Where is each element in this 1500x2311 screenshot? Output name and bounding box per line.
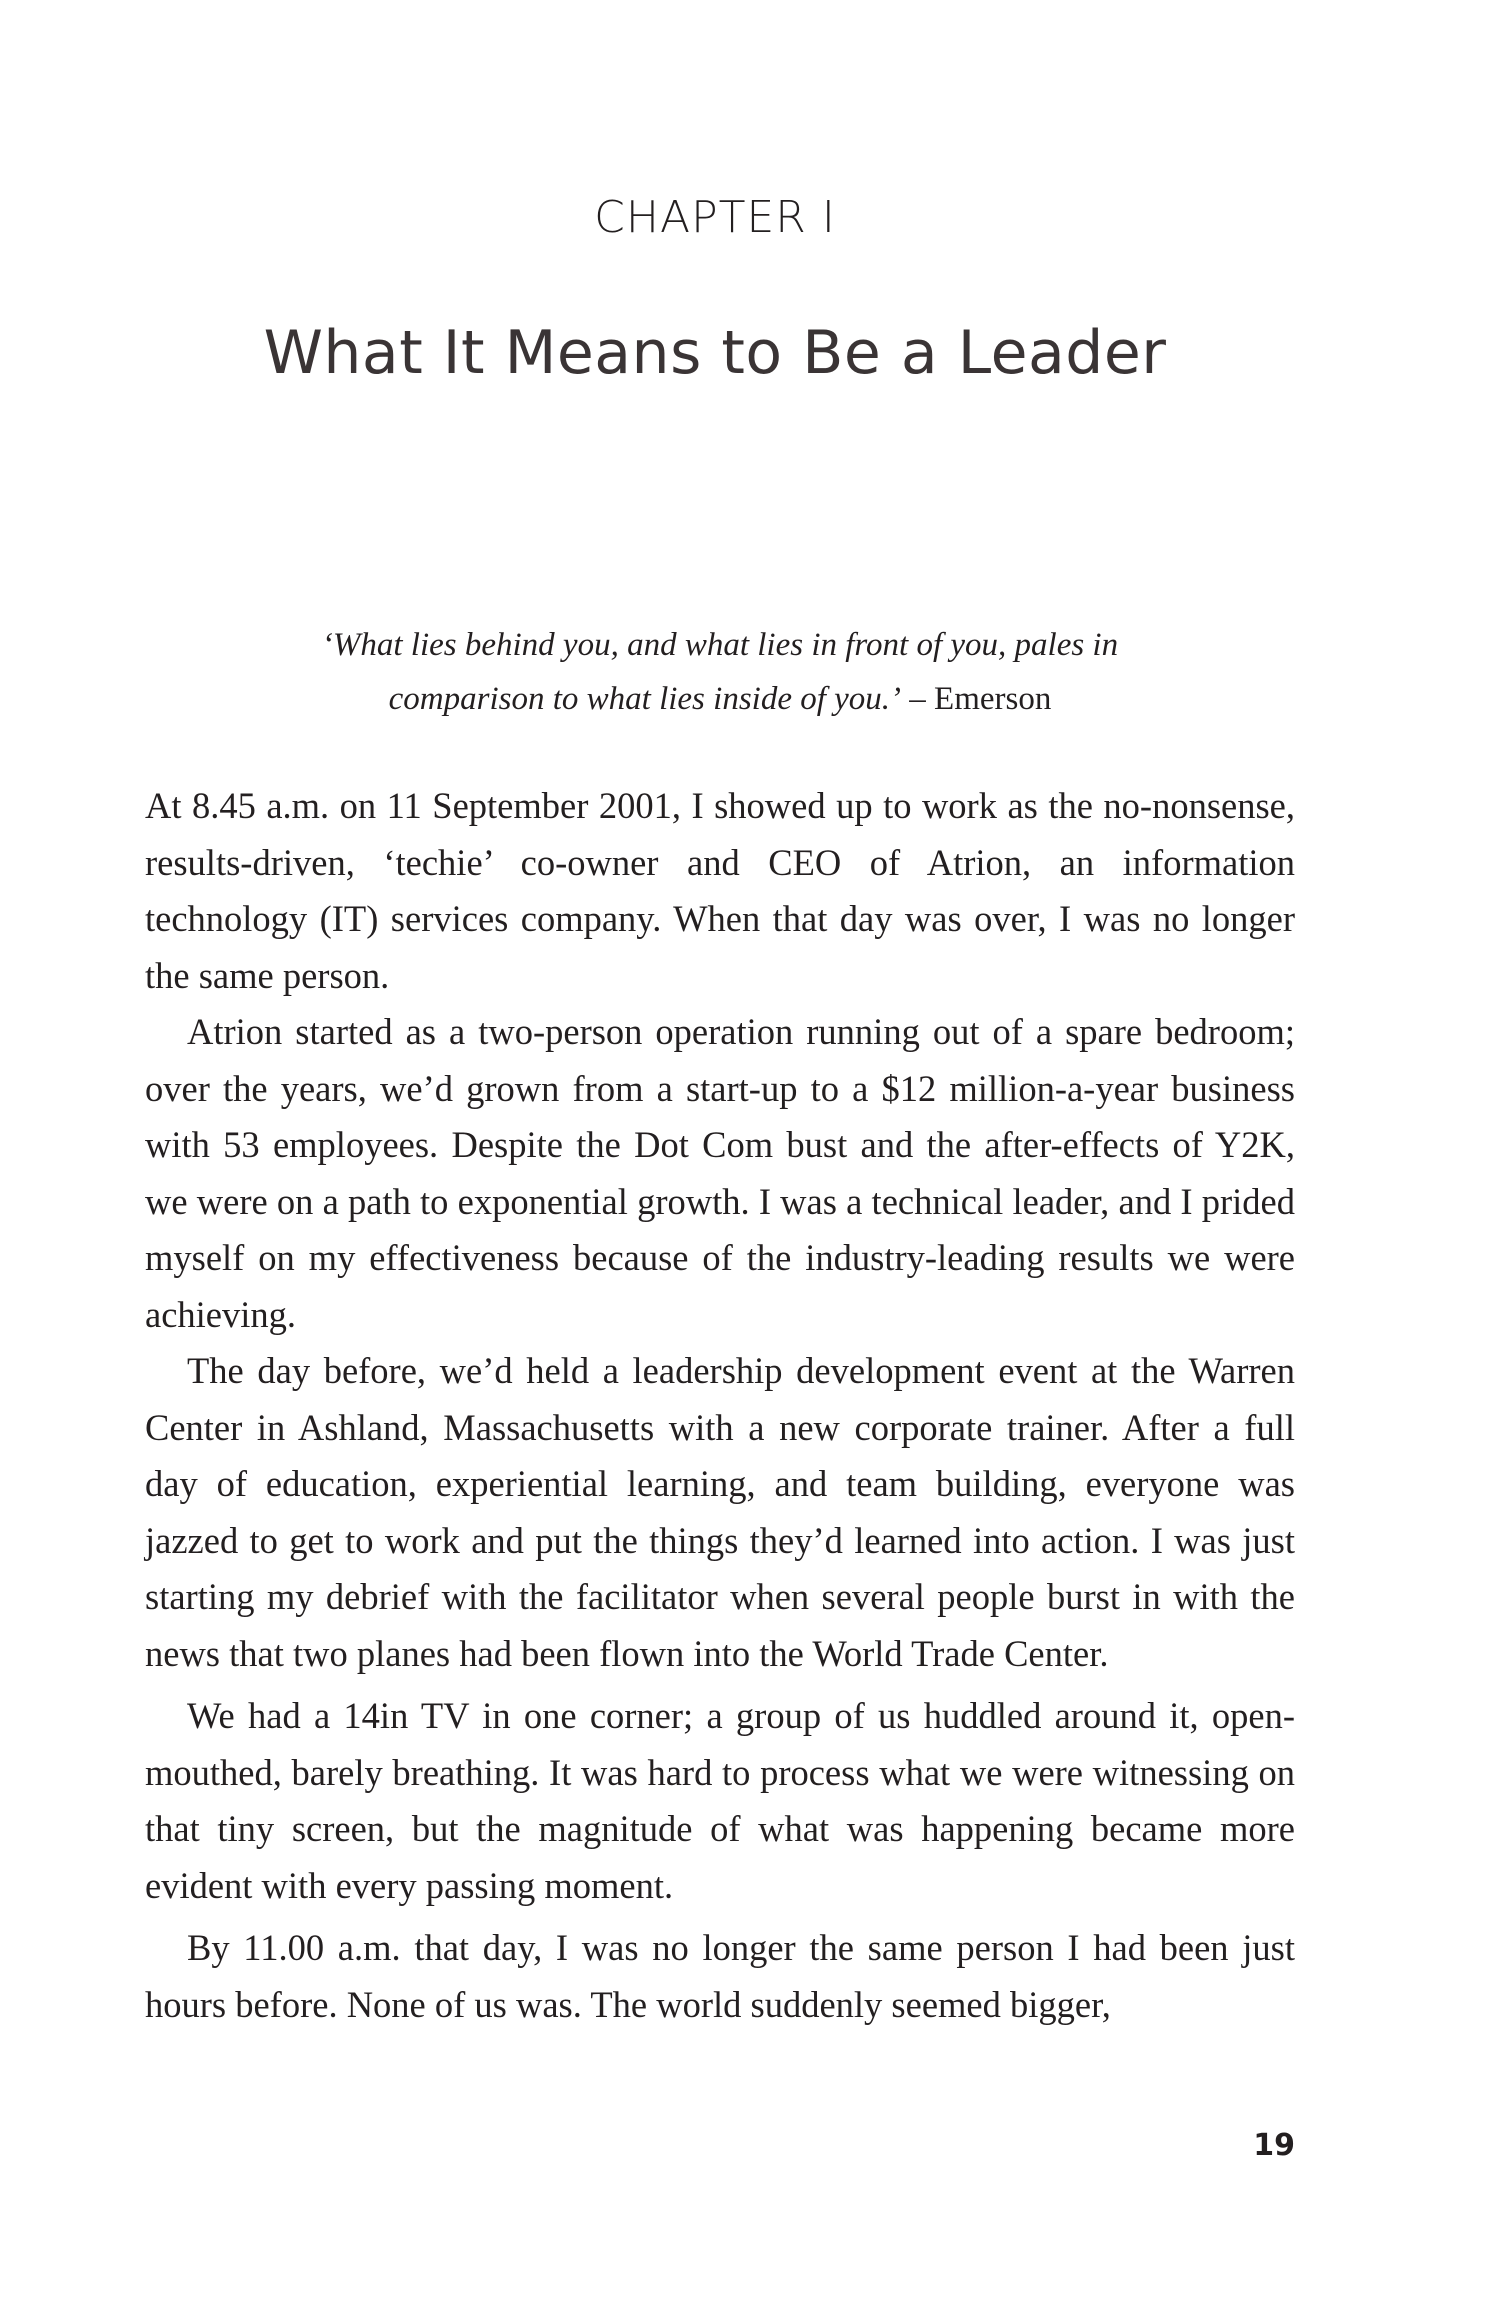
epigraph-quote-line-2 bbox=[210, 672, 1230, 726]
epigraph-quote-end: comparison to what lies inside of you.’ bbox=[388, 681, 902, 717]
paragraph-3: The day before, we’d held a leadership development event at the Warren Center in Ashland, Massachusetts with a new corporate trainer. After a full day of education, experiential learning, and team building, everyone was jazzed to get to work and put the things they’d learned into action. I was just starting my debrief with the facilitator when several people burst in with the news that two planes had been flown into the World Trade Center. bbox=[145, 1350, 1295, 1674]
paragraph-1: At 8.45 a.m. on 11 September 2001, I showed up to work as the no-nonsense, results-driven, ‘techie’ co-owner and CEO of Atrion, an information technology (IT) services company. When that day was over, I was no longer the same person. bbox=[145, 785, 1295, 996]
paragraph-4: We had a 14in TV in one corner; a group of us huddled around it, open-mouthed, barely breathing. It was hard to process what we were witnessing on that tiny screen, but the magnitude of what was happening became more evident with every passing moment. bbox=[145, 1695, 1295, 1906]
paragraph-2: Atrion started as a two-person operation running out of a spare bedroom; over the years, we’d grown from a start-up to a $12 million-a-year business with 53 employees. Despite the Dot Com bust and the after-effects of Y2K, we were on a path to exponential growth. I was a technical leader, and I prided myself on my effectiveness because of the industry-leading results we were achieving. bbox=[145, 1011, 1295, 1335]
paragraph-5: By 11.00 a.m. that day, I was no longer the same person I had been just hours before. None of us was. The world suddenly seemed bigger, bbox=[145, 1927, 1295, 2025]
epigraph-quote-line-1: ‘What lies behind you, and what lies in front of you, pales in bbox=[321, 627, 1119, 663]
body-text bbox=[145, 778, 1295, 2033]
chapter-title: What It Means to Be a Leader bbox=[263, 318, 1167, 388]
page-number: 19 bbox=[1253, 2128, 1295, 2163]
chapter-label: CHAPTER I bbox=[594, 192, 836, 243]
epigraph-attribution: – Emerson bbox=[901, 681, 1052, 717]
epigraph bbox=[210, 618, 1230, 726]
